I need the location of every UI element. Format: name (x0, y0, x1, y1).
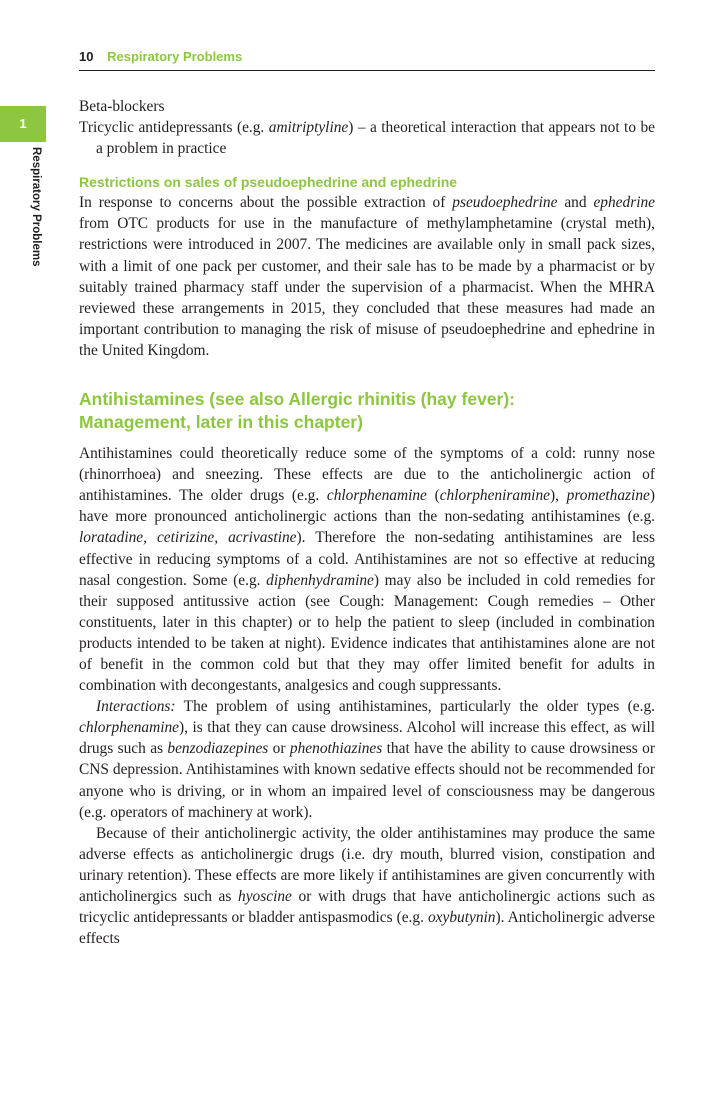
restrictions-heading: Restrictions on sales of pseudoephedrine and ephedrine (79, 174, 458, 191)
antihistamines-paragraph-interactions: Interactions: The problem of using antihistamines, particularly the older types (e.g. chlorphenamine), is that they can cause drowsiness. Alcohol will increase this effect, as will drugs such as benzodiazepines or phenothiazines that have the ability to cause drowsiness or CNS depression. Antihistamines with known sedative effects should not be recommended for anyone who is driving, or in whom an impaired level of consciousness may be dangerous (e.g. operators of machinery at work). (79, 698, 655, 821)
list-item-tricyclic: Tricyclic antidepressants (e.g. amitriptyline) – a theoretical interaction that appears not to be a problem in practice (79, 119, 656, 158)
list-item-beta-blockers: Beta-blockers (79, 98, 165, 115)
page-body (79, 96, 655, 949)
chapter-tab (0, 106, 46, 142)
antihistamines-paragraph-anticholinergic: Because of their anticholinergic activity, the older antihistamines may produce the same adverse effects as anticholinergic drugs (i.e. dry mouth, blurred vision, constipation and urinary retention). These effects are more likely if antihistamines are given concurrently with anticholinergics such as hyoscine or with drugs that have anticholinergic actions such as tricyclic antidepressants or bladder antispasmodics (e.g. oxybutynin). Anticholinergic adverse effects (79, 824, 655, 948)
page-number: 10 (79, 49, 94, 64)
running-header (79, 48, 655, 71)
antihistamines-heading: Antihistamines (see also Allergic rhinitis (hay fever): Management, later in this chapter) (79, 389, 516, 433)
antihistamines-paragraph-1: Antihistamines could theoretically reduce some of the symptoms of a cold: runny nose (rhinorrhoea) and sneezing. These effects are due to the anticholinergic action of antihistamines. The older drugs (e.g. chlorphenamine (chlorpheniramine), promethazine) have more pronounced anticholinergic actions than the non-sedating antihistamines (e.g. loratadine, cetirizine, acrivastine). Therefore the non-sedating antihistamines are less effective in reducing symptoms of a cold. Antihistamines are not so effective at reducing nasal congestion. Some (e.g. diphenhydramine) may also be included in cold remedies for their supposed antitussive action (see Cough: Management: Cough remedies – Other constituents, later in this chapter) or to help the patient to sleep (included in combination products intended to be taken at night). Evidence indicates that antihistamines alone are not of benefit in the common cold but that they may offer limited benefit for adults in combination with decongestants, analgesics and cough suppressants. (79, 445, 656, 695)
restrictions-paragraph: In response to concerns about the possible extraction of pseudoephedrine and ephedrine from OTC products for use in the manufacture of methylamphetamine (crystal meth), restrictions were introduced in 2007. The medicines are available only in small pack sizes, with a limit of one pack per customer, and their sale has to be made by a pharmacist or by suitably trained pharmacy staff under the supervision of a pharmacist. When the MHRA reviewed these arrangements in 2015, they concluded that these measures had made an important contribution to managing the risk of misuse of pseudoephedrine and ephedrine in the United Kingdom. (79, 194, 655, 359)
chapter-side-label: Respiratory Problems (30, 147, 42, 267)
running-title: Respiratory Problems (107, 49, 243, 64)
chapter-number: 1 (19, 116, 27, 131)
